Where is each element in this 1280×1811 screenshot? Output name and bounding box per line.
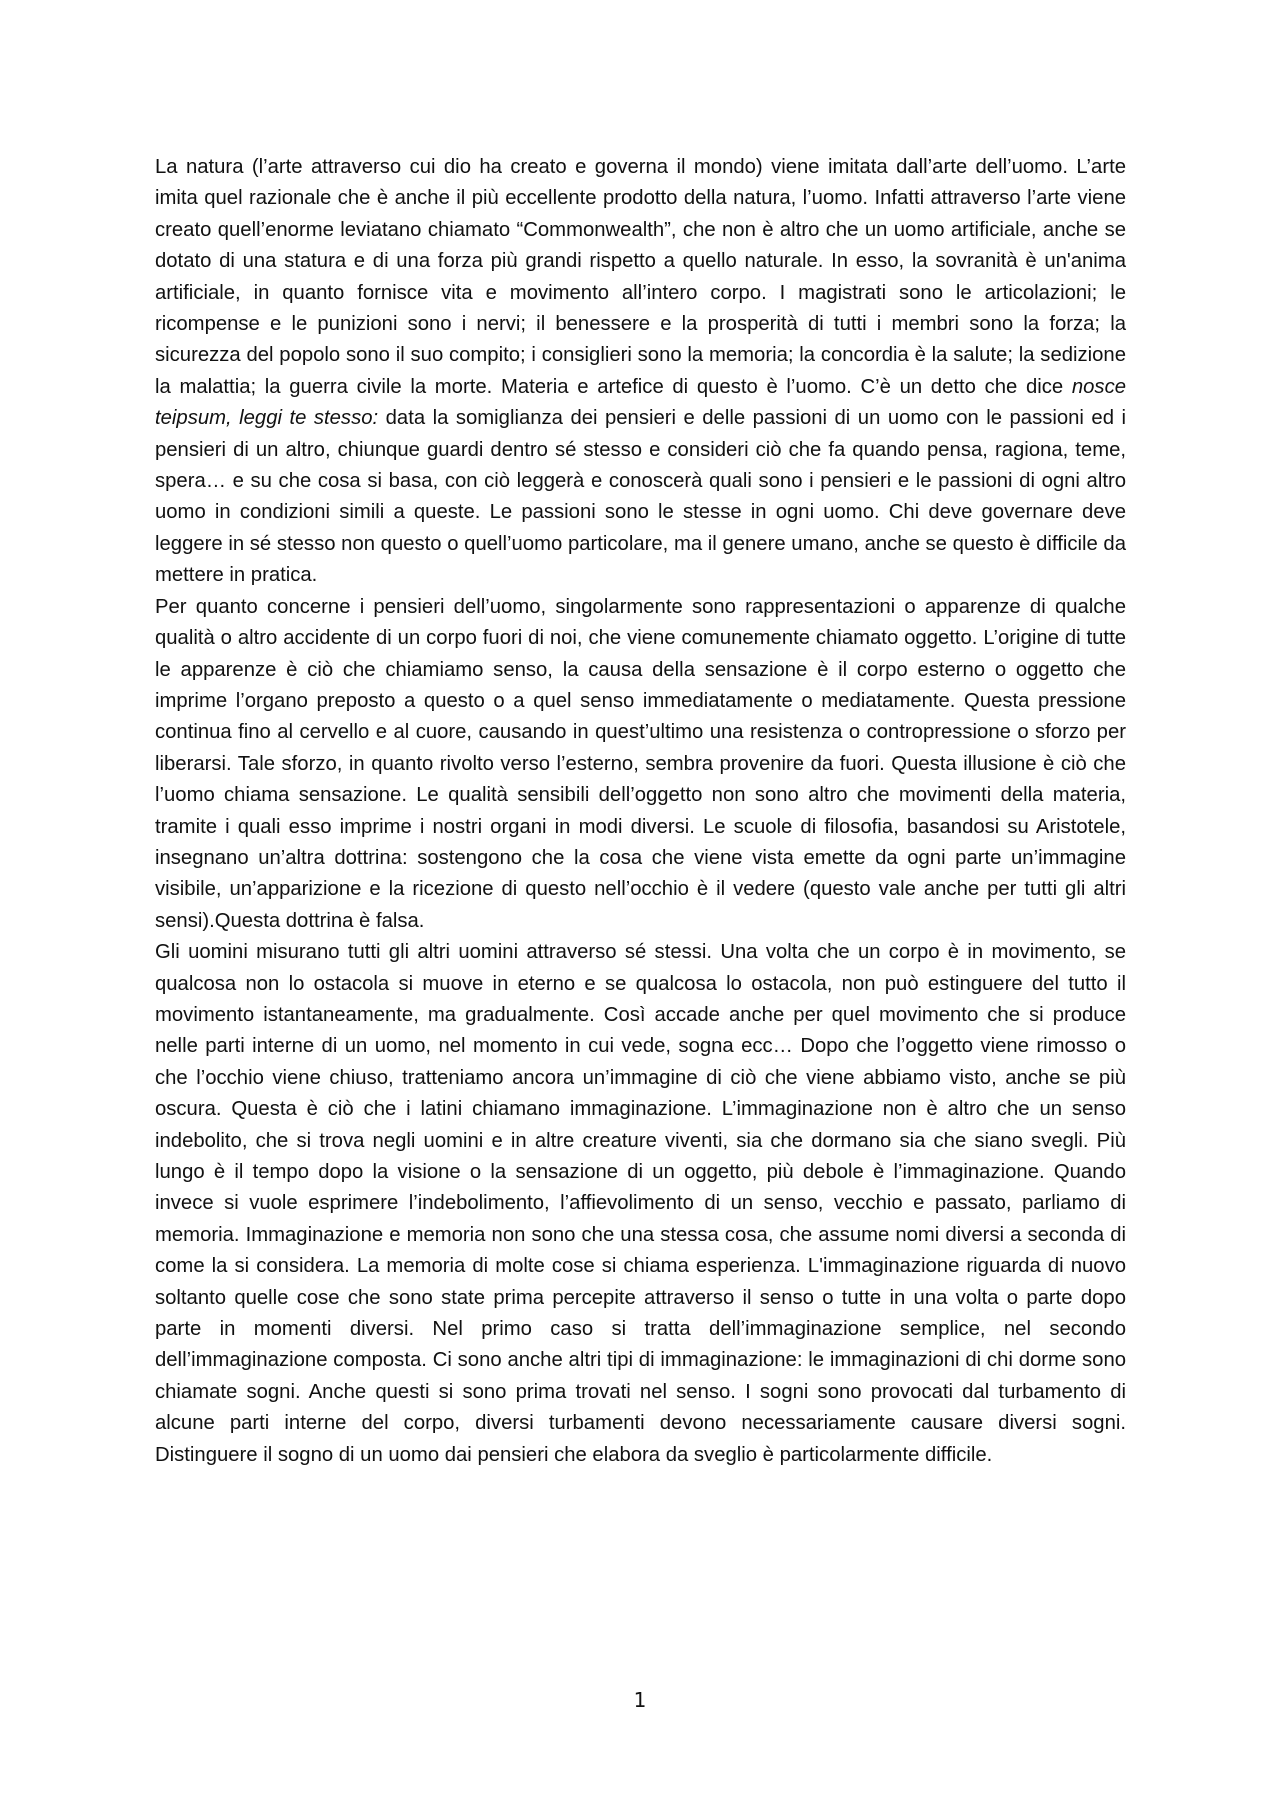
paragraph-1-text-a: La natura (l’arte attraverso cui dio ha creato e governa il mondo) viene imitata dall’arte dell’uomo. L’arte imita quel razionale che è anche il più eccellente prodotto della natura, l’uomo. Infatti attraverso l’arte viene creato quell’enorme leviatano chiamato “Commonwealth”, che non è altro che un uomo artificiale, anche se dotato di una statura e di una forza più grandi rispetto a quello naturale. In esso, la sovranità è un'anima artificiale, in quanto fornisce vita e movimento all’intero corpo. I magistrati sono le articolazioni; le ricompense e le punizioni sono i nervi; il benessere e la prosperità di tutti i membri sono la forza; la sicurezza del popolo sono il suo compito; i consiglieri sono la memoria; la concordia è la salute; la sedizione la malattia; la guerra civile la morte. Materia e artefice di questo è l’uomo. C’è un detto che dice (155, 156, 1126, 398)
paragraph-2: Per quanto concerne i pensieri dell’uomo, singolarmente sono rappresentazioni o apparenze di qualche qualità o altro accidente di un corpo fuori di noi, che viene comunemente chiamato oggetto. L’origine di tutte le apparenze è ciò che chiamiamo senso, la causa della sensazione è il corpo esterno o oggetto che imprime l’organo preposto a questo o a quel senso immediatamente o mediatamente. Questa pressione continua fino al cervello e al cuore, causando in quest’ultimo una resistenza o contropressione o sforzo per liberarsi. Tale sforzo, in quanto rivolto verso l’esterno, sembra provenire da fuori. Questa illusione è ciò che l’uomo chiama sensazione. Le qualità sensibili dell’oggetto non sono altro che movimenti della materia, tramite i quali esso imprime i nostri organi in modi diversi. Le scuole di filosofia, basandosi su Aristotele, insegnano un’altra dottrina: sostengono che la cosa che viene vista emette da ogni parte un’immagine visibile, un’apparizione e la ricezione di questo nell’occhio è il vedere (questo vale anche per tutti gli altri sensi).Questa dottrina è falsa. (155, 595, 1126, 932)
paragraph-3: Gli uomini misurano tutti gli altri uomini attraverso sé stessi. Una volta che un corpo è in movimento, se qualcosa non lo ostacola si muove in eterno e se qualcosa lo ostacola, non può estinguere del tutto il movimento istantaneamente, ma gradualmente. Così accade anche per quel movimento che si produce nelle parti interne di un uomo, nel momento in cui vede, sogna ecc… Dopo che l’oggetto viene rimosso o che l’occhio viene chiuso, tratteniamo ancora un’immagine di ciò che viene abbiamo visto, anche se più oscura. Questa è ciò che i latini chiamano immaginazione. L’immaginazione non è altro che un senso indebolito, che si trova negli uomini e in altre creature viventi, sia che dormano sia che siano svegli. Più lungo è il tempo dopo la visione o la sensazione di un oggetto, più debole è l’immaginazione. Quando invece si vuole esprimere l’indebolimento, l’affievolimento di un senso, vecchio e passato, parliamo di memoria. Immaginazione e memoria non sono che una stessa cosa, che assume nomi diversi a seconda di come la si considera. La memoria di molte cose si chiama esperienza. L'immaginazione riguarda di nuovo soltanto quelle cose che sono state prima percepite attraverso il senso o tutte in una volta o parte dopo parte in momenti diversi. Nel primo caso si tratta dell’immaginazione semplice, nel secondo dell’immaginazione composta. Ci sono anche altri tipi di immaginazione: le immaginazioni di chi dorme sono chiamate sogni. Anche questi si sono prima trovati nel senso. I sogni sono provocati dal turbamento di alcune parti interne del corpo, diversi turbamenti devono necessariamente causare diversi sogni. Distinguere il sogno di un uomo dai pensieri che elabora da sveglio è particolarmente difficile. (155, 941, 1126, 1466)
page-number: 1 (633, 1688, 647, 1712)
document-body (155, 152, 1126, 1471)
paragraph-1 (155, 152, 1126, 592)
latin-quote: nosce teipsum, leggi te stesso: (155, 375, 1126, 430)
paragraph-1-text-b: data la somiglianza dei pensieri e delle passioni di un uomo con le passioni ed i pensieri di un altro, chiunque guardi dentro sé stesso e consideri ciò che fa quando pensa, ragiona, teme, spera… e su che cosa si basa, con ciò leggerà e conoscerà quali sono i pensieri e le passioni di ogni altro uomo in condizioni simili a queste. Le passioni sono le stesse in ogni uomo. Chi deve governare deve leggere in sé stesso non questo o quell’uomo particolare, ma il genere umano, anche se questo è difficile da mettere in pratica. (155, 407, 1126, 587)
